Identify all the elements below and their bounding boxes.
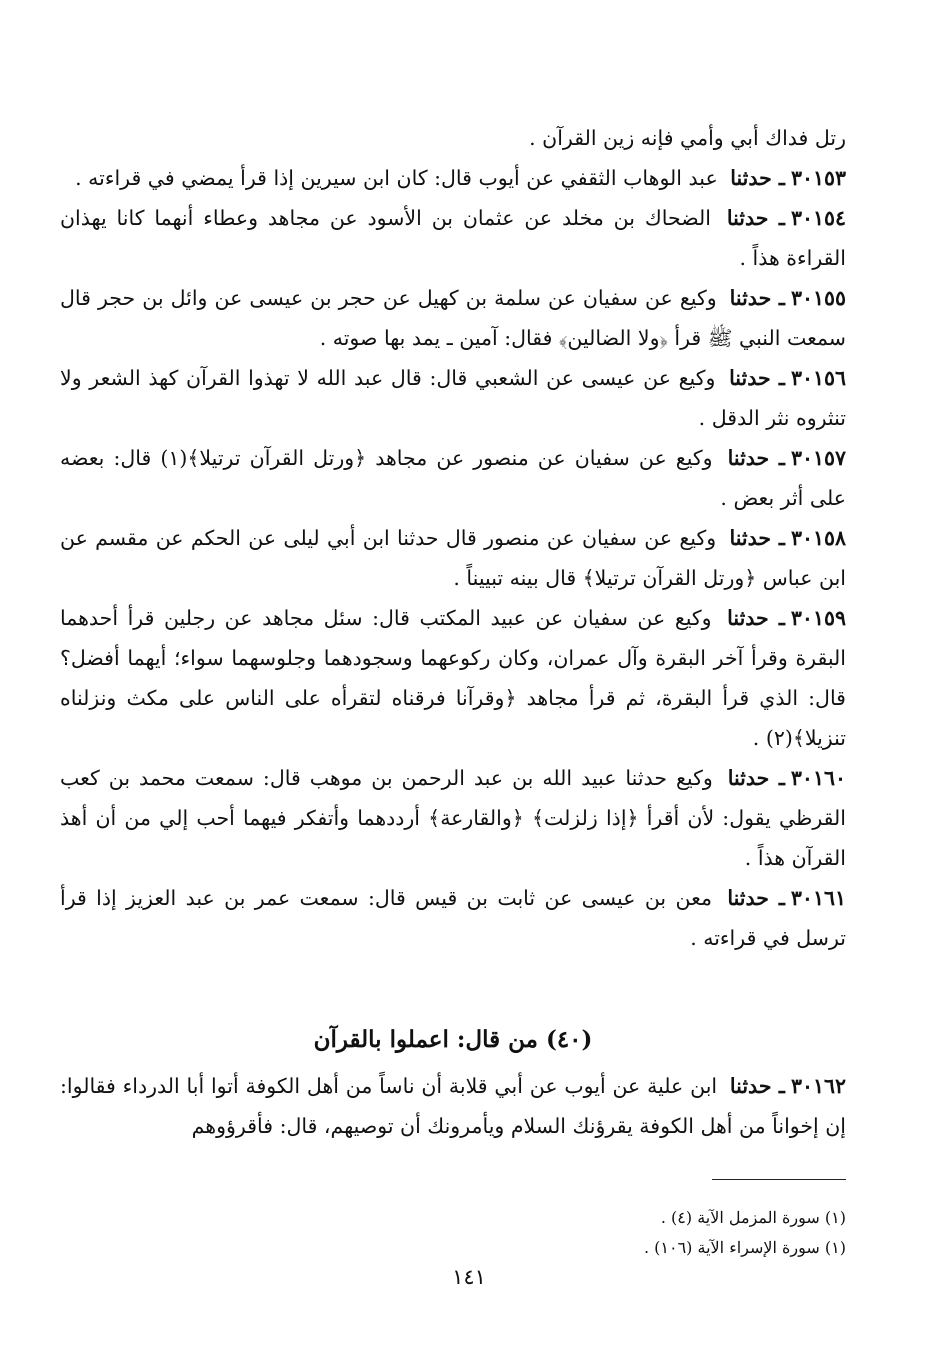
paragraph-text: وكيع عن عيسى عن الشعبي قال: قال عبد الله لا تهذوا القرآن كهذ الشعر ولا تنثروه نثر الدقل . [60, 366, 846, 430]
hadith-paragraph [60, 878, 846, 958]
hadith-paragraph [60, 598, 846, 758]
hadith-lead: ـ حدثنا [727, 446, 785, 470]
section-heading: (٤٠) من قال: اعملوا بالقرآن [313, 1026, 593, 1053]
hadith-paragraph [60, 1066, 846, 1146]
paragraph-text: وكيع عن سفيان عن عبيد المكتب قال: سئل مجاهد عن رجلين قرأ أحدهما البقرة وقرأ آخر البقرة وآل عمران، وكان ركوعهما وسجودهما وجلوسهما سواء؛ أيهما أفضل؟ قال: الذي قرأ البقرة، ثم قرأ مجاهد ﴿وقرآنا فرقناه لتقرأه على الناس على مكث ونزلناه تنزيلا﴾(٢) . [60, 606, 846, 750]
paragraph-text: ابن علية عن أيوب عن أبي قلابة أن ناساً من أهل الكوفة أتوا أبا الدرداء فقالوا: إن إخواناً من أهل الكوفة يقرؤنك السلام ويأمرونك أن توصيهم، قال: فأقرؤوهم [60, 1074, 846, 1138]
hadith-paragraph [60, 758, 846, 878]
hadith-lead: ـ حدثنا [729, 366, 785, 390]
paragraph-text: الضحاك بن مخلد عن عثمان بن الأسود عن مجاهد وعطاء أنهما كانا يهذان القراءة هذاً . [60, 206, 846, 270]
hadith-number: ٣٠١٥٣ [790, 166, 846, 190]
hadith-lead: ـ حدثنا [729, 286, 785, 310]
paragraph-text: وكيع حدثنا عبيد الله بن عبد الرحمن بن موهب قال: سمعت محمد بن كعب القرظي يقول: لأن أقرأ ﴿إذا زلزلت﴾ ﴿والقارعة﴾ أرددهما وأتفكر فيهما أحب إلي من أن أهذ القرآن هذاً . [60, 766, 846, 870]
hadith-paragraph [60, 438, 846, 518]
hadith-number: ٣٠١٦١ [790, 886, 846, 910]
hadith-lead: ـ حدثنا [727, 886, 785, 910]
hadith-paragraph [60, 198, 846, 278]
hadith-lead: ـ حدثنا [729, 1074, 785, 1098]
final-text-block [60, 1066, 846, 1146]
hadith-number: ٣٠١٥٧ [790, 446, 846, 470]
hadith-number: ٣٠١٥٦ [790, 366, 847, 390]
footnote-divider [712, 1179, 846, 1180]
hadith-paragraph [60, 278, 846, 358]
page-number: ١٤١ [452, 1265, 486, 1289]
hadith-paragraph [60, 358, 846, 438]
hadith-lead: ـ حدثنا [730, 166, 785, 190]
paragraph-text: عبد الوهاب الثقفي عن أيوب قال: كان ابن سيرين إذا قرأ يمضي في قراءته . [75, 166, 718, 190]
footnote: (١) سورة المزمل الآية (٤) . [660, 1208, 846, 1227]
hadith-number: ٣٠١٥٩ [790, 606, 846, 630]
hadith-number: ٣٠١٥٤ [790, 206, 846, 230]
paragraph-text: رتل فداك أبي وأمي فإنه زين القرآن . [529, 126, 846, 150]
hadith-number: ٣٠١٥٥ [790, 286, 846, 310]
hadith-paragraph [60, 158, 846, 198]
hadith-text-block [60, 118, 846, 958]
footnote: (١) سورة الإسراء الآية (١٠٦) . [643, 1238, 846, 1257]
paragraph-text: معن بن عيسى عن ثابت بن قيس قال: سمعت عمر بن عبد العزيز إذا قرأ ترسل في قراءته . [60, 886, 846, 950]
hadith-number: ٣٠١٦٢ [790, 1074, 846, 1098]
hadith-paragraph [60, 518, 846, 598]
paragraph-text: وكيع عن سفيان عن منصور قال حدثنا ابن أبي ليلى عن الحكم عن مقسم عن ابن عباس ﴿ورتل القرآن ترتيلا﴾ قال بينه تبييناً . [60, 526, 846, 590]
hadith-lead: ـ حدثنا [727, 766, 785, 790]
hadith-lead: ـ حدثنا [729, 526, 785, 550]
footnotes [60, 1203, 846, 1263]
paragraph-text: وكيع عن سفيان عن منصور عن مجاهد ﴿ورتل القرآن ترتيلا﴾(١) قال: بعضه على أثر بعض . [60, 446, 846, 510]
hadith-number: ٣٠١٦٠ [790, 766, 846, 790]
hadith-lead: ـ حدثنا [727, 606, 785, 630]
hadith-lead: ـ حدثنا [726, 206, 785, 230]
hadith-number: ٣٠١٥٨ [790, 526, 846, 550]
paragraph-continuation [60, 118, 846, 158]
paragraph-text: وكيع عن سفيان عن سلمة بن كهيل عن حجر بن عيسى عن وائل بن حجر قال سمعت النبي ﷺ قرأ ﴿ولا الضالين﴾ فقال: آمين ـ يمد بها صوته . [60, 286, 846, 350]
